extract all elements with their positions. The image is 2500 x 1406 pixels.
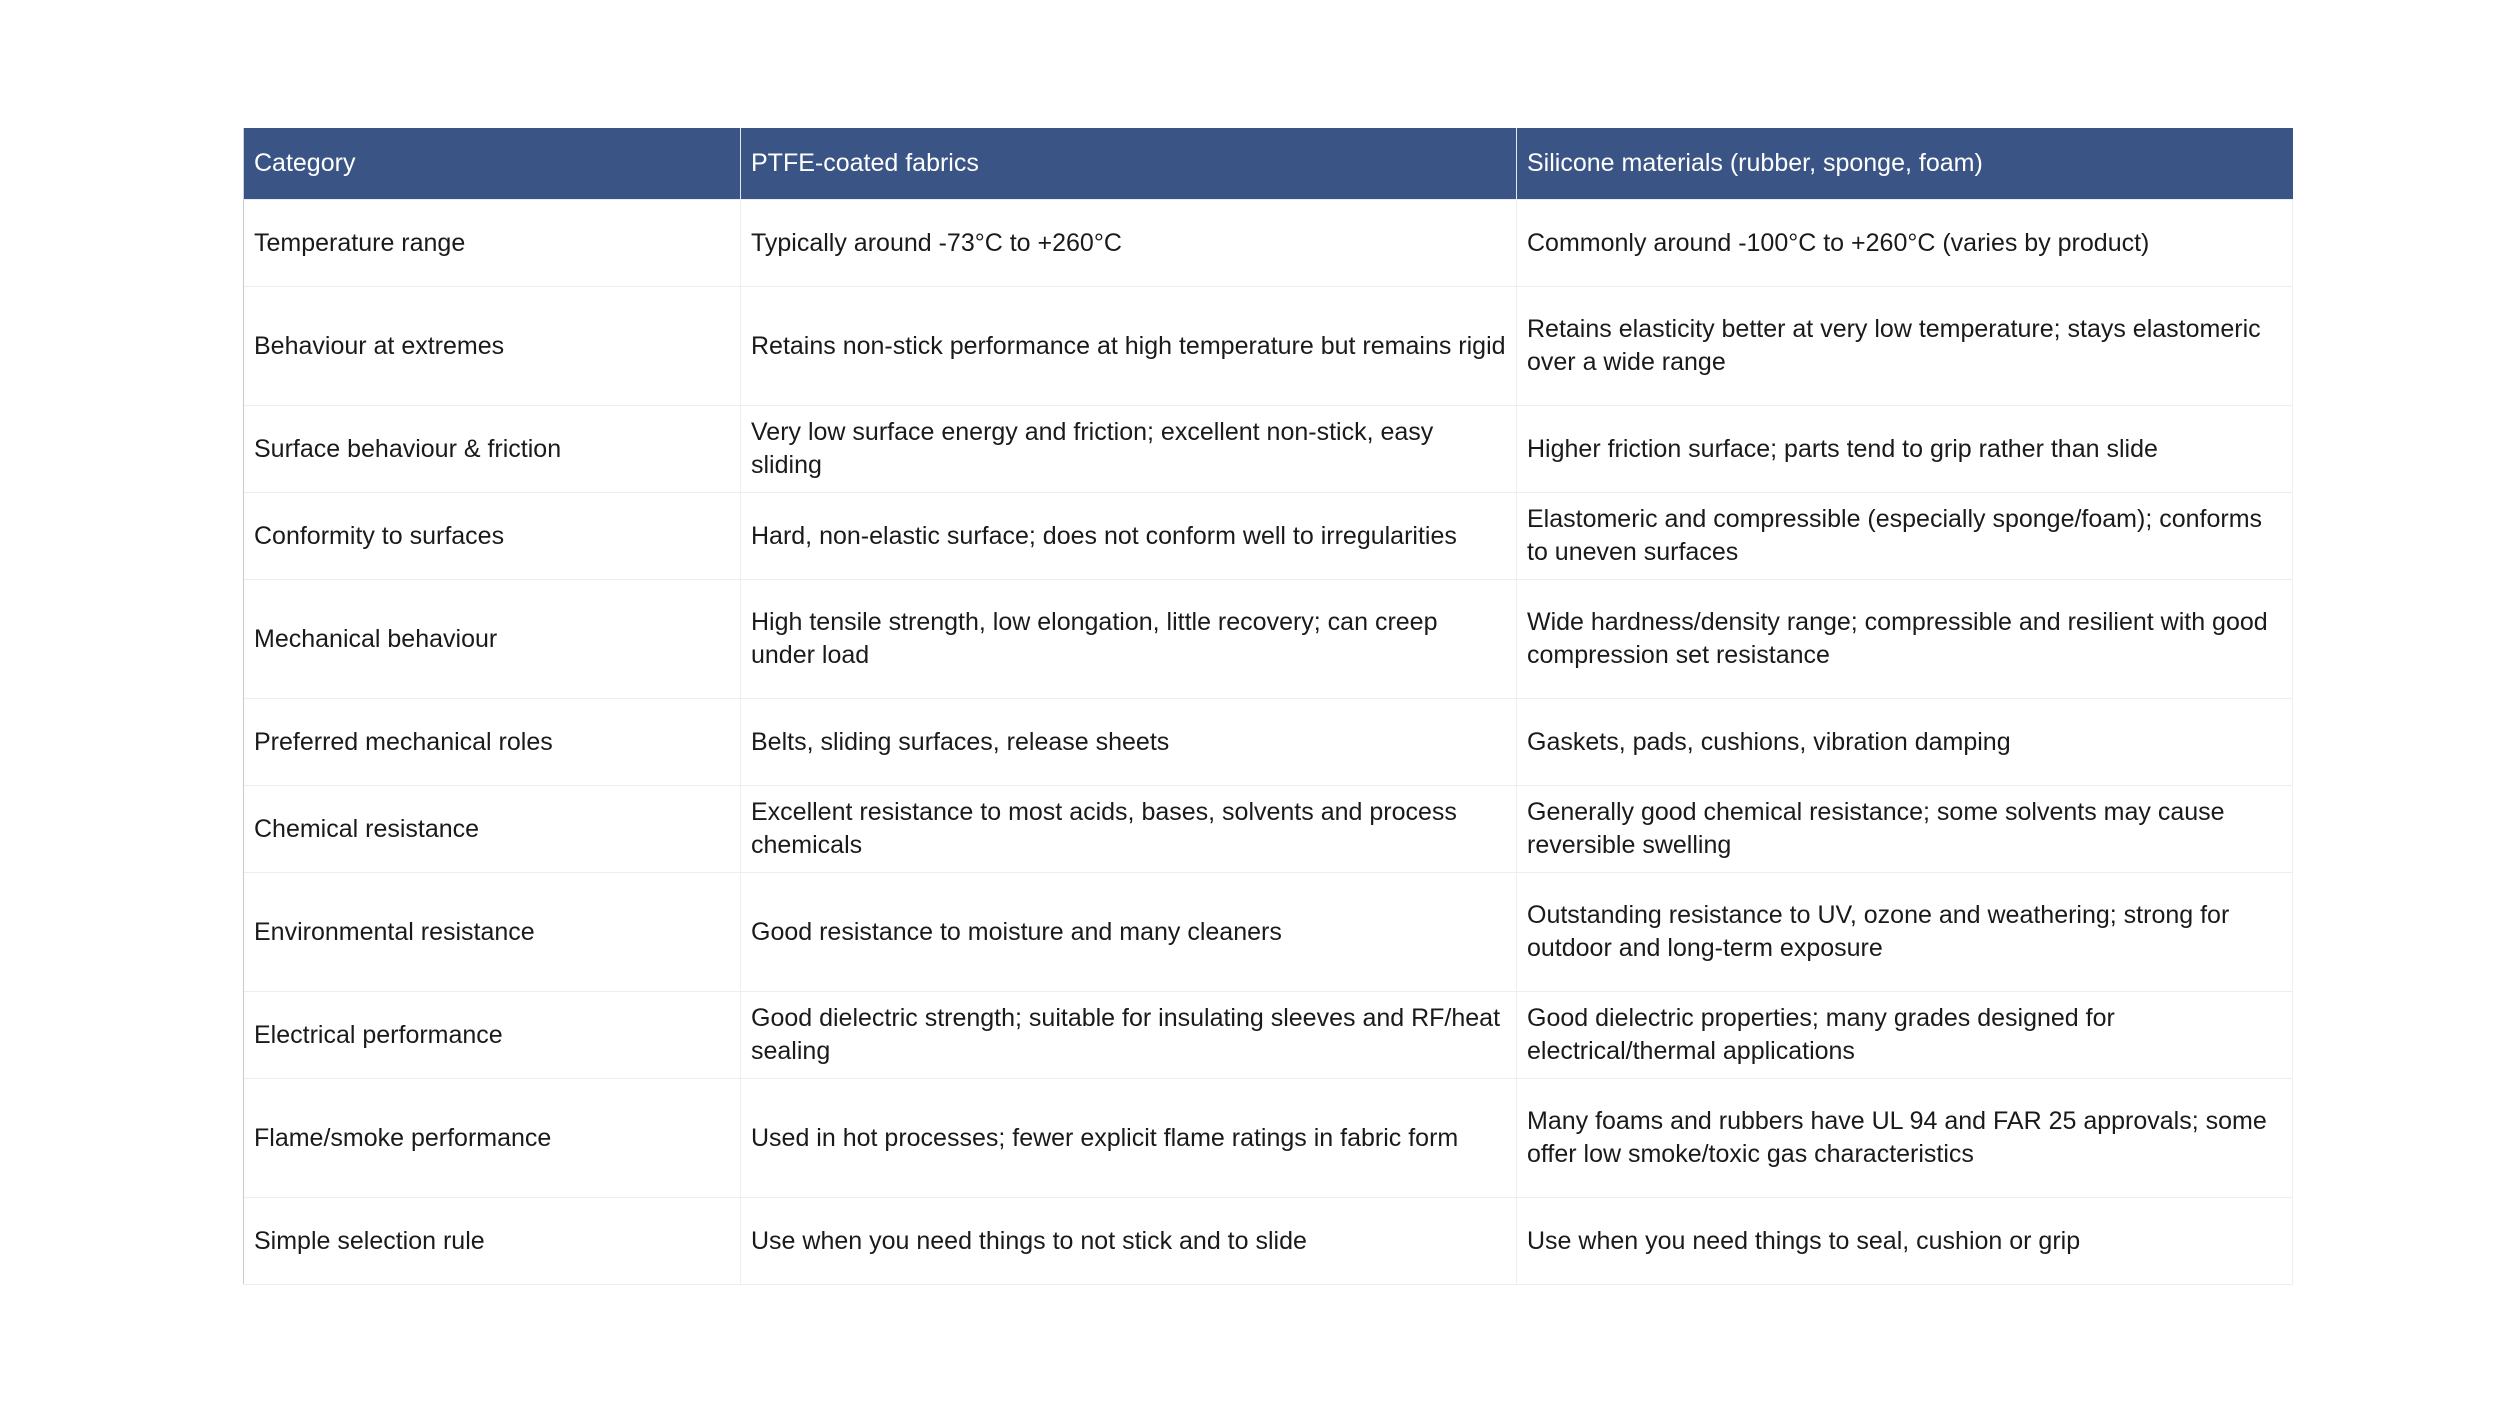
silicone-cell: Retains elasticity better at very low temperature; stays elastomeric over a wide range — [1517, 287, 2293, 406]
silicone-cell: Generally good chemical resistance; some solvents may cause reversible swelling — [1517, 786, 2293, 873]
silicone-cell: Wide hardness/density range; compressible and resilient with good compression set resistance — [1517, 580, 2293, 699]
ptfe-cell: High tensile strength, low elongation, little recovery; can creep under load — [741, 580, 1517, 699]
table-row — [244, 699, 2293, 786]
row-category-cell: Environmental resistance — [244, 873, 741, 992]
ptfe-cell: Hard, non-elastic surface; does not conform well to irregularities — [741, 493, 1517, 580]
ptfe-cell: Good dielectric strength; suitable for insulating sleeves and RF/heat sealing — [741, 992, 1517, 1079]
ptfe-cell: Very low surface energy and friction; excellent non-stick, easy sliding — [741, 406, 1517, 493]
row-category-cell: Simple selection rule — [244, 1198, 741, 1285]
silicone-cell: Good dielectric properties; many grades designed for electrical/thermal applications — [1517, 992, 2293, 1079]
row-category-cell: Chemical resistance — [244, 786, 741, 873]
silicone-cell: Commonly around -100°C to +260°C (varies by product) — [1517, 200, 2293, 287]
header-category: Category — [244, 128, 741, 200]
table-row — [244, 287, 2293, 406]
ptfe-cell: Belts, sliding surfaces, release sheets — [741, 699, 1517, 786]
table-row — [244, 493, 2293, 580]
comparison-table-container — [243, 128, 2292, 1285]
table-row — [244, 406, 2293, 493]
ptfe-cell: Used in hot processes; fewer explicit flame ratings in fabric form — [741, 1079, 1517, 1198]
silicone-cell: Gaskets, pads, cushions, vibration damping — [1517, 699, 2293, 786]
header-ptfe: PTFE-coated fabrics — [741, 128, 1517, 200]
silicone-cell: Use when you need things to seal, cushion or grip — [1517, 1198, 2293, 1285]
row-category-cell: Preferred mechanical roles — [244, 699, 741, 786]
ptfe-cell: Retains non-stick performance at high temperature but remains rigid — [741, 287, 1517, 406]
ptfe-cell: Use when you need things to not stick and to slide — [741, 1198, 1517, 1285]
table-header-row — [244, 128, 2293, 200]
table-row — [244, 200, 2293, 287]
silicone-cell: Higher friction surface; parts tend to grip rather than slide — [1517, 406, 2293, 493]
table-row — [244, 786, 2293, 873]
table-row — [244, 992, 2293, 1079]
table-row — [244, 1198, 2293, 1285]
header-silicone: Silicone materials (rubber, sponge, foam) — [1517, 128, 2293, 200]
row-category-cell: Flame/smoke performance — [244, 1079, 741, 1198]
ptfe-cell: Good resistance to moisture and many cleaners — [741, 873, 1517, 992]
row-category-cell: Behaviour at extremes — [244, 287, 741, 406]
row-category-cell: Conformity to surfaces — [244, 493, 741, 580]
comparison-table — [243, 128, 2293, 1285]
row-category-cell: Mechanical behaviour — [244, 580, 741, 699]
table-row — [244, 1079, 2293, 1198]
table-row — [244, 873, 2293, 992]
silicone-cell: Elastomeric and compressible (especially sponge/foam); conforms to uneven surfaces — [1517, 493, 2293, 580]
silicone-cell: Outstanding resistance to UV, ozone and weathering; strong for outdoor and long-term exposure — [1517, 873, 2293, 992]
ptfe-cell: Excellent resistance to most acids, bases, solvents and process chemicals — [741, 786, 1517, 873]
row-category-cell: Temperature range — [244, 200, 741, 287]
silicone-cell: Many foams and rubbers have UL 94 and FAR 25 approvals; some offer low smoke/toxic gas characteristics — [1517, 1079, 2293, 1198]
row-category-cell: Electrical performance — [244, 992, 741, 1079]
table-row — [244, 580, 2293, 699]
row-category-cell: Surface behaviour & friction — [244, 406, 741, 493]
ptfe-cell: Typically around -73°C to +260°C — [741, 200, 1517, 287]
